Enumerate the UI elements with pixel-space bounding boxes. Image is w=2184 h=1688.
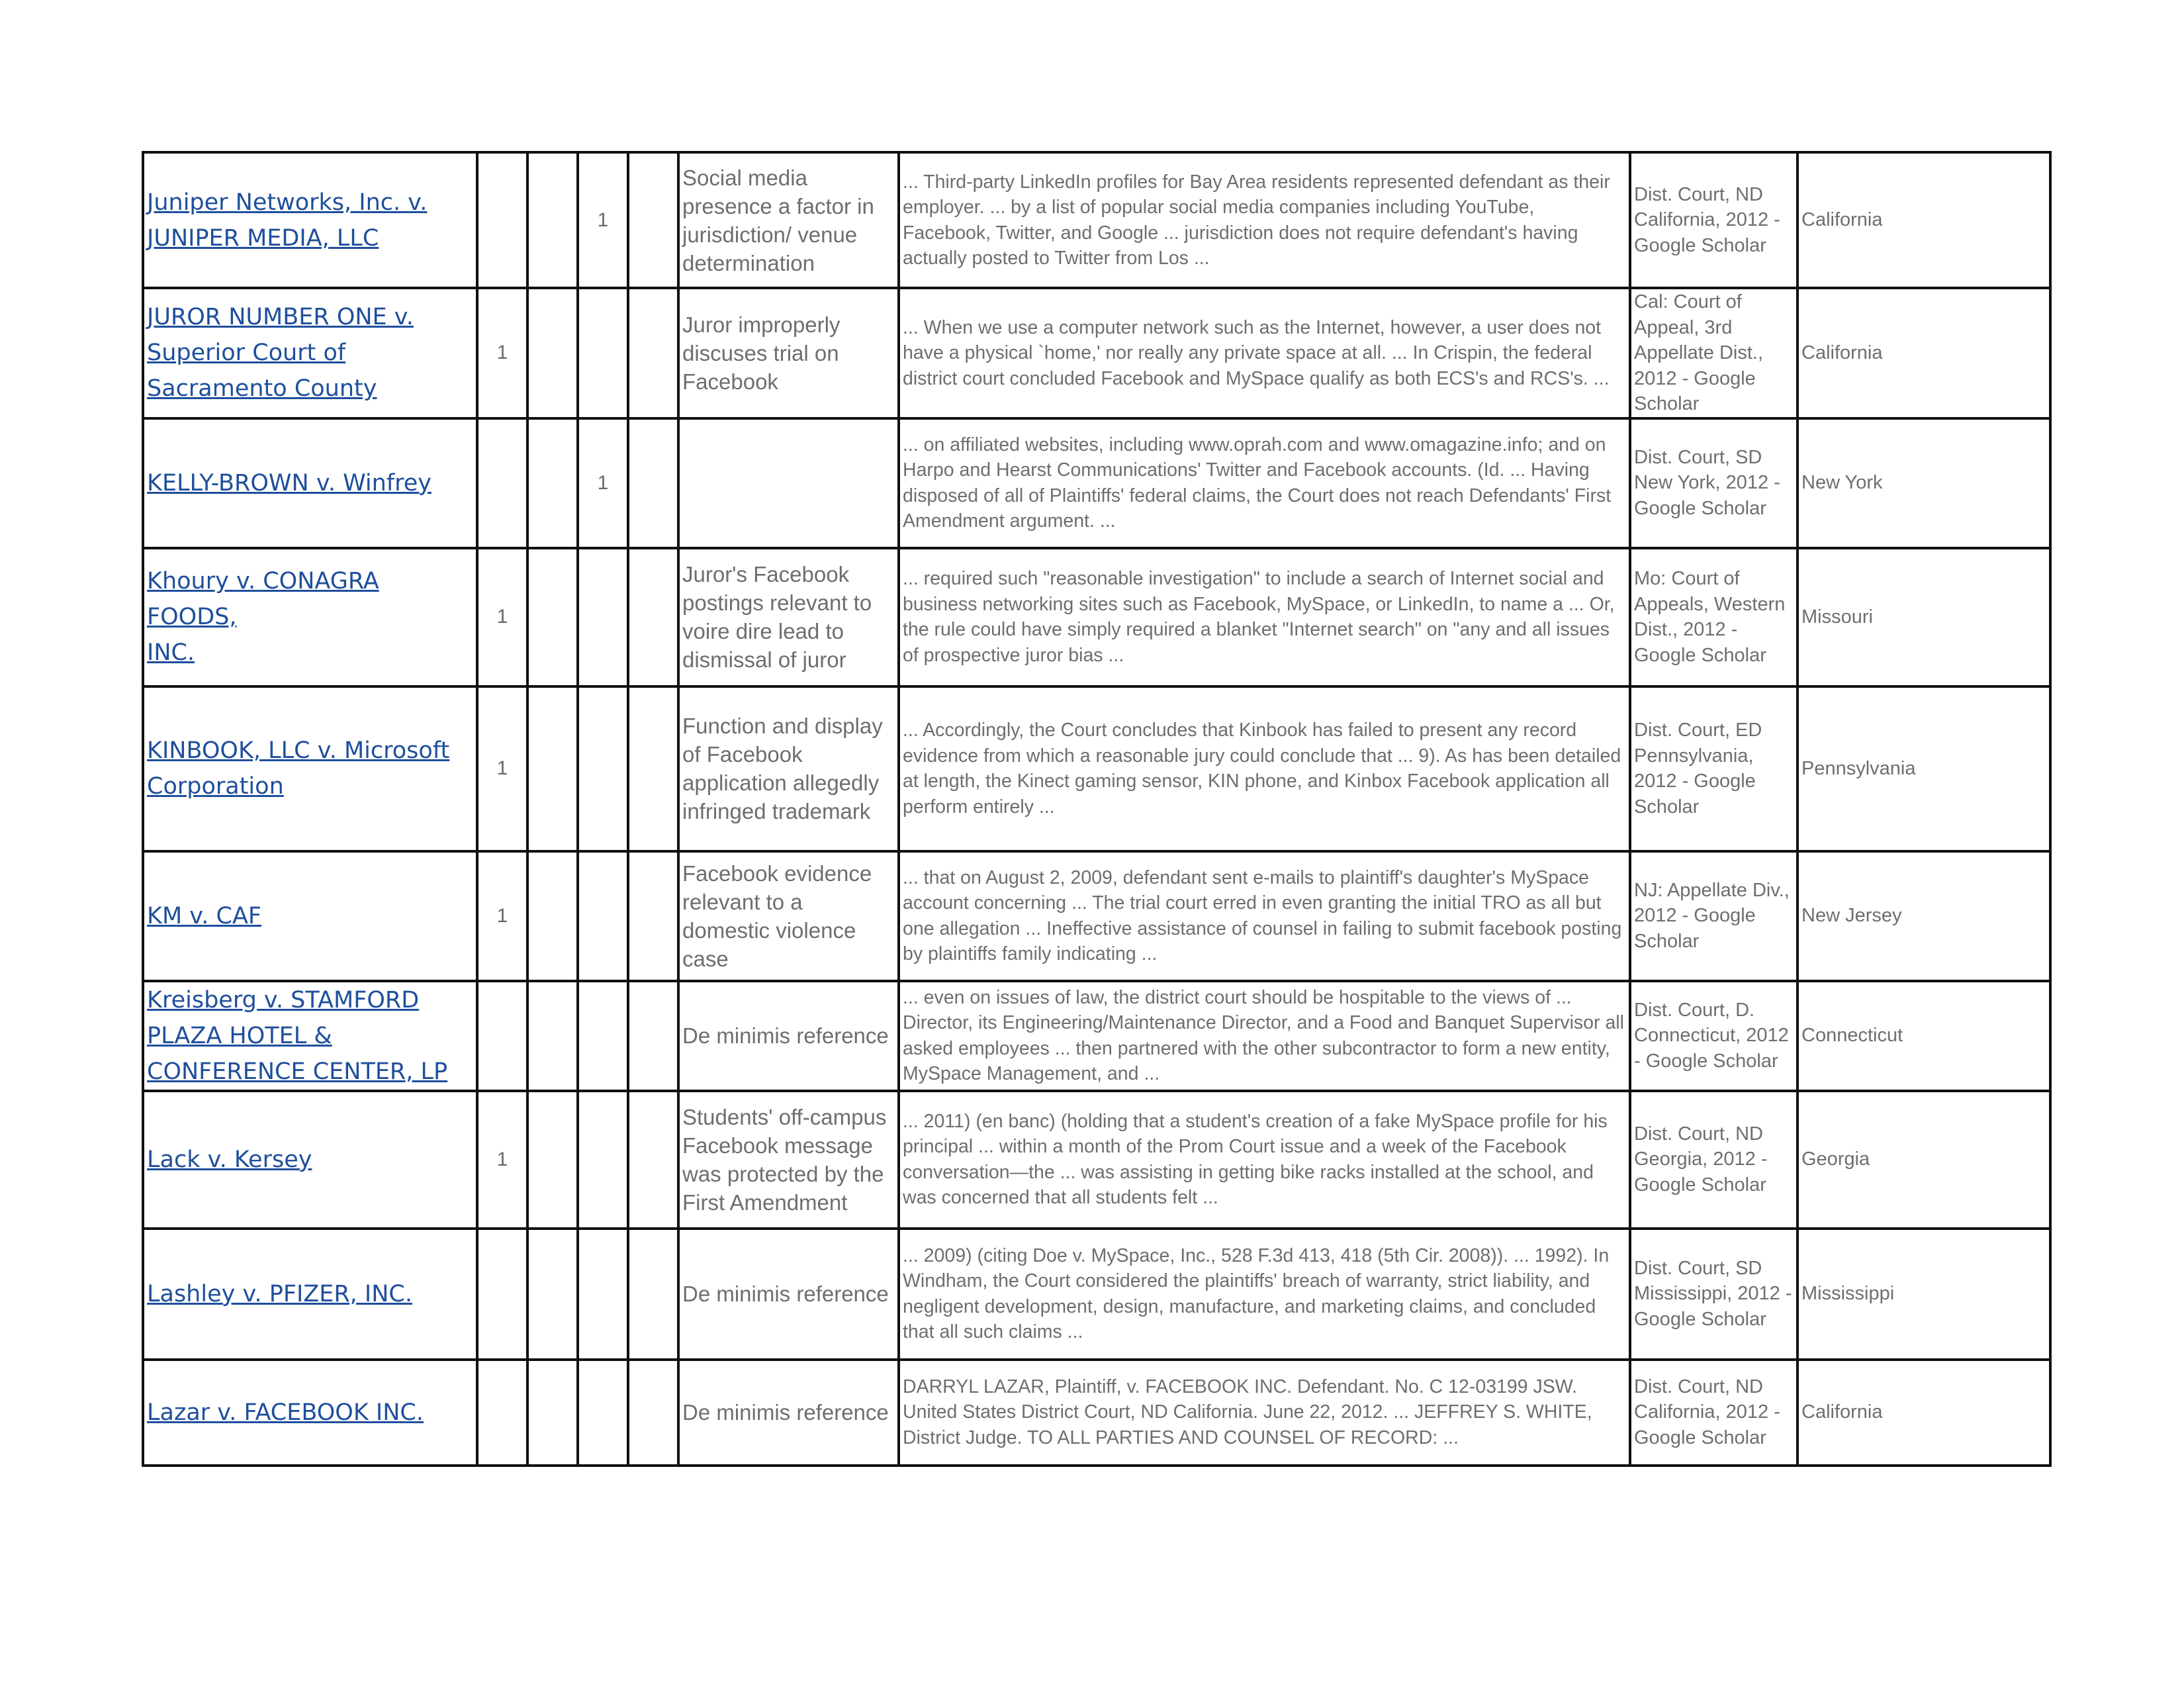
flag-cell bbox=[527, 981, 578, 1091]
court-cell: Dist. Court, ND Georgia, 2012 - Google Scholar bbox=[1630, 1091, 1797, 1229]
court-cell: Dist. Court, ND California, 2012 - Google Scholar bbox=[1630, 1360, 1797, 1466]
case-name-link[interactable]: Sacramento County bbox=[147, 375, 377, 402]
topic-cell: Students' off-campus Facebook message was protected by the First Amendment bbox=[678, 1091, 899, 1229]
table-row bbox=[143, 548, 2050, 686]
flag-cell bbox=[527, 1091, 578, 1229]
flag-cell: 1 bbox=[477, 686, 527, 851]
flag-cell bbox=[628, 288, 678, 418]
flag-cell bbox=[628, 686, 678, 851]
excerpt-cell: ... Third-party LinkedIn profiles for Bay Area residents represented defendant as their employer. ... by a list of popular social media companies including YouTube, Facebook, Twitter, and Google ... jurisdiction does not require defendant's having actually posted to Twitter from Los ... bbox=[899, 152, 1630, 288]
court-cell: Dist. Court, ND California, 2012 - Google Scholar bbox=[1630, 152, 1797, 288]
state-cell: Missouri bbox=[1797, 548, 2050, 686]
state-cell: California bbox=[1797, 1360, 2050, 1466]
flag-cell bbox=[527, 686, 578, 851]
flag-cell bbox=[527, 548, 578, 686]
case-name-link[interactable]: Lazar v. FACEBOOK INC. bbox=[147, 1399, 424, 1426]
flag-cell bbox=[527, 1229, 578, 1360]
topic-cell: De minimis reference bbox=[678, 1360, 899, 1466]
case-name-link[interactable]: KINBOOK, LLC v. Microsoft bbox=[147, 737, 450, 764]
topic-cell: Social media presence a factor in jurisdiction/ venue determination bbox=[678, 152, 899, 288]
court-cell: Dist. Court, D. Connecticut, 2012 - Google Scholar bbox=[1630, 981, 1797, 1091]
court-cell: Dist. Court, SD New York, 2012 - Google Scholar bbox=[1630, 418, 1797, 548]
case-name-link[interactable]: Kreisberg v. STAMFORD bbox=[147, 986, 420, 1013]
excerpt-cell: ... When we use a computer network such as the Internet, however, a user does not have a physical `home,' nor really any private space at all. ... In Crispin, the federal district court concluded Facebook and MySpace qualify as both ECS's and RCS's. ... bbox=[899, 288, 1630, 418]
table-row bbox=[143, 686, 2050, 851]
case-name-link[interactable]: JUROR NUMBER ONE v. bbox=[147, 304, 414, 331]
case-name-link[interactable]: CONFERENCE CENTER, LP bbox=[147, 1058, 448, 1085]
excerpt-cell: ... 2011) (en banc) (holding that a student's creation of a fake MySpace profile for his principal ... within a month of the Prom Court issue and a week of the Facebook conversation—the ... was assisting in getting bike racks installed at the school, and was concerned that all students felt ... bbox=[899, 1091, 1630, 1229]
case-name-cell bbox=[143, 548, 477, 686]
excerpt-cell: ... required such "reasonable investigation" to include a search of Internet social and business networking sites such as Facebook, MySpace, or LinkedIn, to name a ... Or, the rule could have simply required a blanket "Internet search" on "any and all issues of prospective juror bias ... bbox=[899, 548, 1630, 686]
flag-cell: 1 bbox=[477, 548, 527, 686]
state-cell: Connecticut bbox=[1797, 981, 2050, 1091]
case-name-cell bbox=[143, 1091, 477, 1229]
case-name-link[interactable]: KM v. CAF bbox=[147, 902, 262, 929]
case-name-link[interactable]: Superior Court of bbox=[147, 340, 346, 367]
state-cell: Mississippi bbox=[1797, 1229, 2050, 1360]
case-table bbox=[142, 151, 2052, 1467]
case-name-cell bbox=[143, 288, 477, 418]
state-cell: California bbox=[1797, 288, 2050, 418]
state-cell: Pennsylvania bbox=[1797, 686, 2050, 851]
case-name-link[interactable]: Corporation bbox=[147, 773, 284, 800]
excerpt-cell: ... even on issues of law, the district court should be hospitable to the views of ... Director, its Engineering/Maintenance Director, and a Food and Banquet Supervisor all asked employees ... then partnered with the other subcontractor to form a new entity, MySpace Management, and ... bbox=[899, 981, 1630, 1091]
flag-cell bbox=[578, 1360, 628, 1466]
flag-cell bbox=[477, 418, 527, 548]
flag-cell bbox=[477, 1229, 527, 1360]
topic-cell: Facebook evidence relevant to a domestic violence case bbox=[678, 851, 899, 981]
case-name-link[interactable]: KELLY-BROWN v. Winfrey bbox=[147, 469, 432, 496]
table-row bbox=[143, 288, 2050, 418]
state-cell: New Jersey bbox=[1797, 851, 2050, 981]
flag-cell bbox=[628, 152, 678, 288]
flag-cell bbox=[628, 418, 678, 548]
topic-cell: Juror improperly discuses trial on Facebook bbox=[678, 288, 899, 418]
flag-cell bbox=[628, 548, 678, 686]
flag-cell bbox=[578, 548, 628, 686]
case-name-cell bbox=[143, 418, 477, 548]
state-cell: Georgia bbox=[1797, 1091, 2050, 1229]
flag-cell bbox=[527, 152, 578, 288]
case-name-link[interactable]: JUNIPER MEDIA, LLC bbox=[147, 224, 379, 252]
case-name-cell bbox=[143, 1360, 477, 1466]
flag-cell bbox=[477, 1360, 527, 1466]
table-row bbox=[143, 1091, 2050, 1229]
case-name-cell bbox=[143, 152, 477, 288]
table-row bbox=[143, 152, 2050, 288]
flag-cell bbox=[578, 686, 628, 851]
court-cell: Cal: Court of Appeal, 3rd Appellate Dist., 2012 - Google Scholar bbox=[1630, 288, 1797, 418]
flag-cell bbox=[578, 1229, 628, 1360]
flag-cell bbox=[578, 851, 628, 981]
topic-cell: De minimis reference bbox=[678, 1229, 899, 1360]
topic-cell: De minimis reference bbox=[678, 981, 899, 1091]
flag-cell bbox=[527, 1360, 578, 1466]
flag-cell: 1 bbox=[477, 288, 527, 418]
table-row bbox=[143, 1229, 2050, 1360]
flag-cell bbox=[628, 1360, 678, 1466]
flag-cell bbox=[477, 152, 527, 288]
case-name-link[interactable]: Juniper Networks, Inc. v. bbox=[147, 189, 428, 216]
excerpt-cell: ... that on August 2, 2009, defendant sent e-mails to plaintiff's daughter's MySpace account concerning ... The trial court erred in even granting the initial TRO as all but one allegation ... Ineffective assistance of counsel in failing to submit facebook posting by plaintiffs family indicating ... bbox=[899, 851, 1630, 981]
flag-cell bbox=[578, 981, 628, 1091]
case-name-cell bbox=[143, 1229, 477, 1360]
flag-cell bbox=[477, 981, 527, 1091]
topic-cell: Juror's Facebook postings relevant to voire dire lead to dismissal of juror bbox=[678, 548, 899, 686]
flag-cell: 1 bbox=[477, 1091, 527, 1229]
case-name-cell bbox=[143, 686, 477, 851]
flag-cell: 1 bbox=[477, 851, 527, 981]
court-cell: Dist. Court, ED Pennsylvania, 2012 - Google Scholar bbox=[1630, 686, 1797, 851]
flag-cell: 1 bbox=[578, 152, 628, 288]
case-name-link[interactable]: Lashley v. PFIZER, INC. bbox=[147, 1280, 412, 1307]
table-row bbox=[143, 418, 2050, 548]
flag-cell bbox=[628, 851, 678, 981]
flag-cell bbox=[578, 288, 628, 418]
court-cell: NJ: Appellate Div., 2012 - Google Scholar bbox=[1630, 851, 1797, 981]
table-row bbox=[143, 981, 2050, 1091]
flag-cell bbox=[628, 1091, 678, 1229]
flag-cell: 1 bbox=[578, 418, 628, 548]
excerpt-cell: ... Accordingly, the Court concludes that Kinbook has failed to present any record evidence from which a reasonable jury could conclude that ... 9). As has been detailed at length, the Kinect gaming sensor, KIN phone, and Kinbox Facebook application all perform entirely ... bbox=[899, 686, 1630, 851]
court-cell: Dist. Court, SD Mississippi, 2012 - Google Scholar bbox=[1630, 1229, 1797, 1360]
excerpt-cell: DARRYL LAZAR, Plaintiff, v. FACEBOOK INC. Defendant. No. C 12-03199 JSW. United States District Court, ND California. June 22, 2012. ... JEFFREY S. WHITE, District Judge. TO ALL PARTIES AND COUNSEL OF RECORD: ... bbox=[899, 1360, 1630, 1466]
topic-cell: Function and display of Facebook application allegedly infringed trademark bbox=[678, 686, 899, 851]
excerpt-cell: ... on affiliated websites, including www.oprah.com and www.omagazine.info; and on Harpo and Hearst Communications' Twitter and Facebook accounts. (Id. ... Having disposed of all of Plaintiffs' federal claims, the Court does not reach Defendants' First Amendment argument. ... bbox=[899, 418, 1630, 548]
flag-cell bbox=[527, 851, 578, 981]
case-name-link[interactable]: PLAZA HOTEL & bbox=[147, 1022, 332, 1049]
case-name-link[interactable]: INC. bbox=[147, 639, 195, 666]
case-name-link[interactable]: Khoury v. CONAGRA FOODS, bbox=[147, 568, 379, 630]
table-row bbox=[143, 1360, 2050, 1466]
state-cell: New York bbox=[1797, 418, 2050, 548]
excerpt-cell: ... 2009) (citing Doe v. MySpace, Inc., 528 F.3d 413, 418 (5th Cir. 2008)). ... 1992). In Windham, the Court considered the plaintiffs' breach of warranty, strict liability, and negligent development, design, manufacture, and marketing claims, and concluded that all such claims ... bbox=[899, 1229, 1630, 1360]
flag-cell bbox=[578, 1091, 628, 1229]
flag-cell bbox=[527, 288, 578, 418]
state-cell: California bbox=[1797, 152, 2050, 288]
case-name-cell bbox=[143, 981, 477, 1091]
flag-cell bbox=[527, 418, 578, 548]
case-name-cell bbox=[143, 851, 477, 981]
court-cell: Mo: Court of Appeals, Western Dist., 2012 - Google Scholar bbox=[1630, 548, 1797, 686]
topic-cell bbox=[678, 418, 899, 548]
flag-cell bbox=[628, 981, 678, 1091]
table-row bbox=[143, 851, 2050, 981]
flag-cell bbox=[628, 1229, 678, 1360]
case-name-link[interactable]: Lack v. Kersey bbox=[147, 1146, 312, 1173]
